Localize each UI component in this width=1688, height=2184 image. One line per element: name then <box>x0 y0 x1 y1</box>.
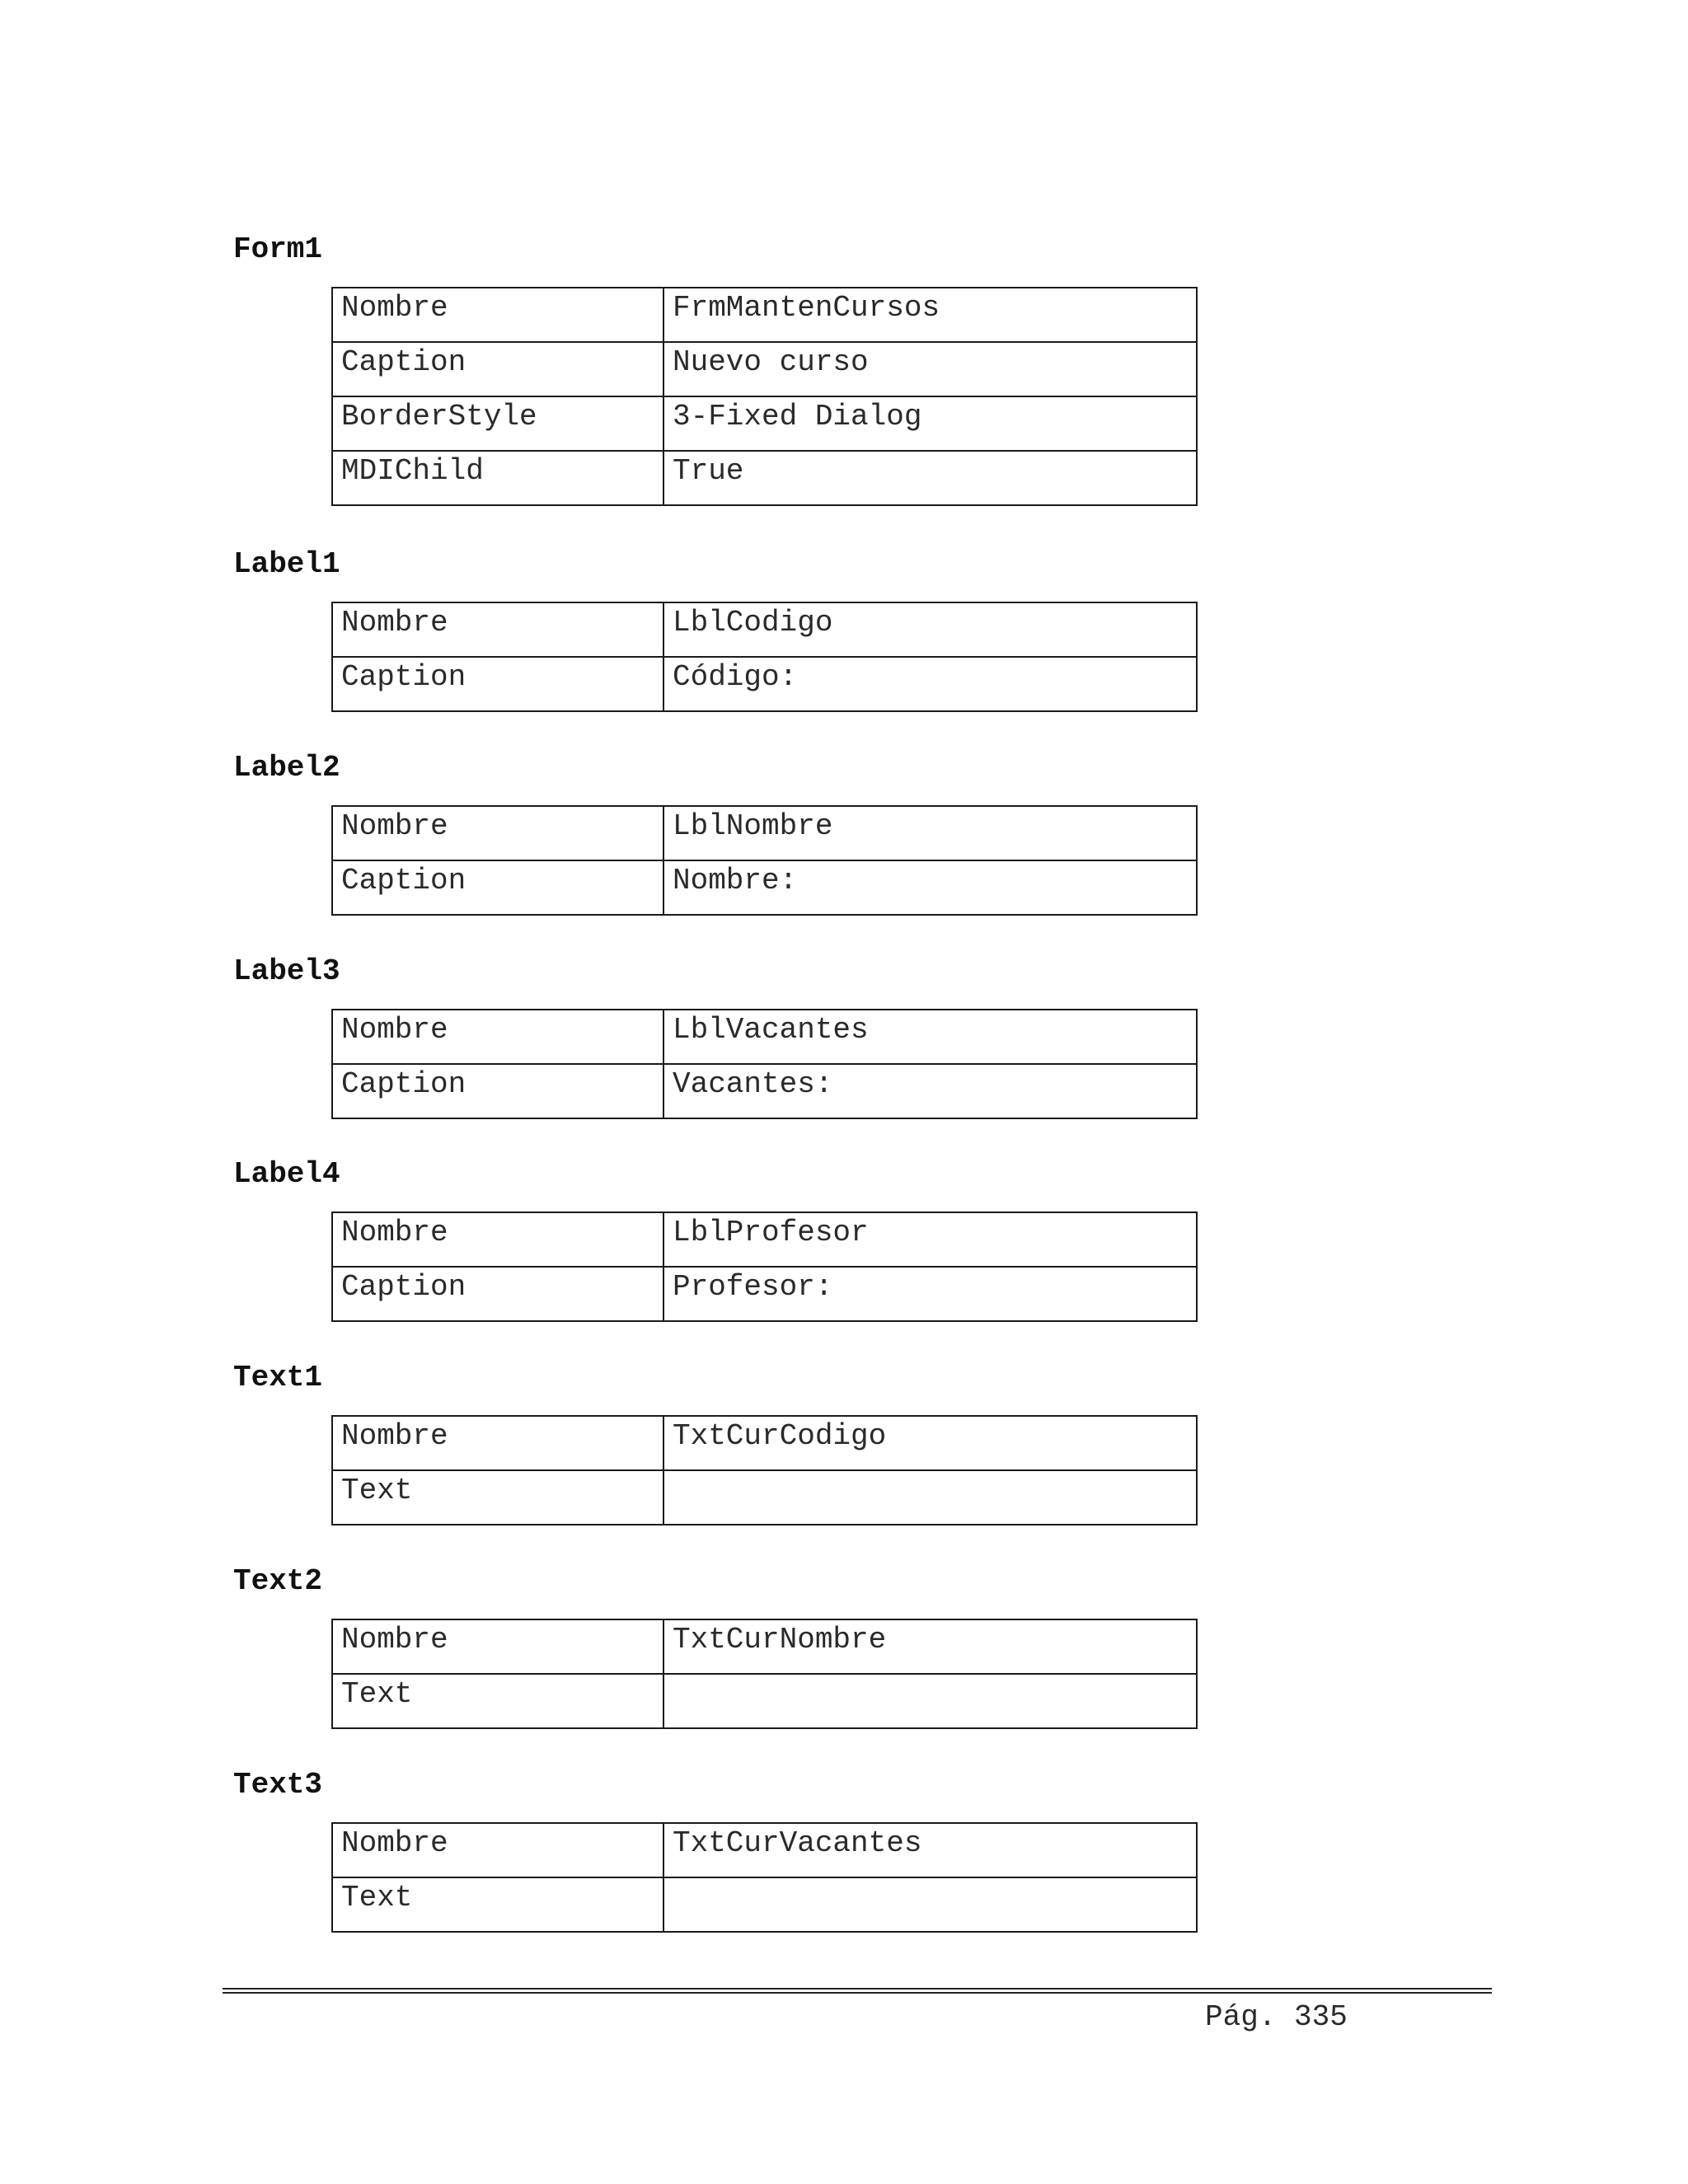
table-row <box>332 451 1197 505</box>
property-name: Nombre <box>332 806 663 860</box>
table-row <box>332 342 1197 396</box>
property-value: Vacantes: <box>663 1064 1197 1118</box>
table-row <box>332 1416 1197 1470</box>
properties-table <box>331 1822 1198 1933</box>
property-value: Nombre: <box>663 860 1197 915</box>
property-value: LblNombre <box>663 806 1197 860</box>
section-label4 <box>233 1157 1305 1304</box>
property-value: Profesor: <box>663 1267 1197 1321</box>
section-title: Text2 <box>233 1564 323 1598</box>
property-name: Text <box>332 1674 663 1728</box>
property-name: Nombre <box>332 1010 663 1064</box>
property-value <box>663 1674 1197 1728</box>
footer-divider <box>223 1988 1492 1994</box>
section-label3 <box>233 954 1305 1101</box>
property-value: TxtCurNombre <box>663 1619 1197 1674</box>
property-value: LblProfesor <box>663 1212 1197 1267</box>
property-value: True <box>663 451 1197 505</box>
property-name: Caption <box>332 657 663 711</box>
property-value: LblVacantes <box>663 1010 1197 1064</box>
property-value: TxtCurCodigo <box>663 1416 1197 1470</box>
properties-table <box>331 287 1198 506</box>
property-value: 3-Fixed Dialog <box>663 396 1197 451</box>
table-row <box>332 1064 1197 1118</box>
properties-table <box>331 602 1198 712</box>
property-value: TxtCurVacantes <box>663 1823 1197 1877</box>
table-row <box>332 806 1197 860</box>
property-value: Nuevo curso <box>663 342 1197 396</box>
property-name: Caption <box>332 342 663 396</box>
table-row <box>332 1212 1197 1267</box>
properties-table <box>331 1009 1198 1119</box>
property-name: Nombre <box>332 1416 663 1470</box>
property-name: Nombre <box>332 1823 663 1877</box>
properties-table <box>331 1415 1198 1526</box>
section-form1 <box>233 232 1305 488</box>
table-row <box>332 396 1197 451</box>
page-number: Pág. 335 <box>1205 2000 1348 2034</box>
table-row <box>332 1619 1197 1674</box>
property-name: Caption <box>332 860 663 915</box>
property-name: Nombre <box>332 1619 663 1674</box>
property-value: LblCodigo <box>663 602 1197 657</box>
section-title: Text1 <box>233 1361 323 1394</box>
properties-table <box>331 1619 1198 1729</box>
section-label2 <box>233 751 1305 898</box>
table-row <box>332 1877 1197 1932</box>
section-title: Label3 <box>233 954 340 988</box>
table-row <box>332 1674 1197 1728</box>
property-value <box>663 1470 1197 1525</box>
table-row <box>332 657 1197 711</box>
property-name: Nombre <box>332 1212 663 1267</box>
table-row <box>332 860 1197 915</box>
section-title: Label2 <box>233 751 340 785</box>
property-name: Caption <box>332 1267 663 1321</box>
section-title: Form1 <box>233 232 323 266</box>
table-row <box>332 1267 1197 1321</box>
property-value <box>663 1877 1197 1932</box>
table-row <box>332 288 1197 342</box>
property-name: Text <box>332 1877 663 1932</box>
section-title: Label1 <box>233 547 340 581</box>
property-name: Nombre <box>332 288 663 342</box>
property-name: BorderStyle <box>332 396 663 451</box>
section-text2 <box>233 1564 1305 1711</box>
table-row <box>332 1470 1197 1525</box>
table-row <box>332 1823 1197 1877</box>
section-title: Label4 <box>233 1157 340 1191</box>
property-name: Nombre <box>332 602 663 657</box>
property-value: FrmMantenCursos <box>663 288 1197 342</box>
section-text3 <box>233 1768 1305 1915</box>
section-text1 <box>233 1361 1305 1507</box>
section-title: Text3 <box>233 1768 323 1802</box>
properties-table <box>331 805 1198 916</box>
table-row <box>332 1010 1197 1064</box>
properties-table <box>331 1212 1198 1322</box>
property-name: Text <box>332 1470 663 1525</box>
table-row <box>332 602 1197 657</box>
property-name: MDIChild <box>332 451 663 505</box>
property-name: Caption <box>332 1064 663 1118</box>
section-label1 <box>233 547 1305 694</box>
property-value: Código: <box>663 657 1197 711</box>
